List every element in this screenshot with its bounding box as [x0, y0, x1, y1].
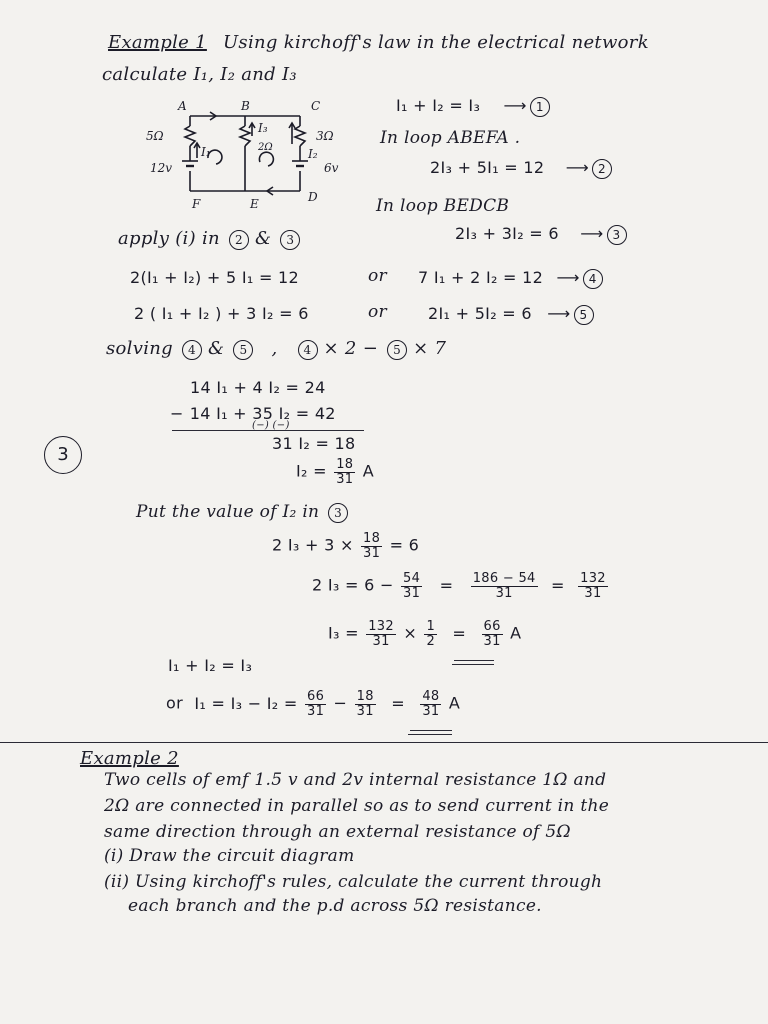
calc1-den: 31 — [363, 545, 381, 561]
eq3: 2I₃ + 3I₂ = 6 — [455, 224, 559, 243]
side-marker: 3 — [44, 436, 82, 474]
solving-text: solving — [106, 338, 173, 359]
calc1-left: 2 I₃ + 3 × — [272, 535, 354, 555]
i2-den: 31 — [336, 471, 354, 487]
apply-amp: & — [254, 228, 272, 249]
apply-line — [118, 228, 300, 250]
final-b-den: 31 — [356, 703, 374, 719]
calc1 — [272, 532, 419, 560]
example2-line3: same direction through an external resistance of 5Ω — [104, 822, 571, 842]
eq2-line: 2I₃ + 5I₁ = 12 ⟶ 2 — [430, 158, 612, 179]
example2-title-text: Example 2 — [80, 748, 179, 769]
calc3-den: 31 — [372, 633, 390, 649]
node-b: B — [241, 99, 250, 113]
final-eq: I₁ + I₂ = I₃ — [168, 656, 253, 675]
final-line: or I₁ = I₃ − I₂ = $\frac{66}{31}$ − $\frac{18}{31}$ = $\frac{48}{31}$ A — [166, 689, 461, 719]
final-a-num: 66 — [307, 689, 325, 704]
final-left: I₁ = I₃ − I₂ = — [194, 693, 298, 713]
calc2-res-den: 31 — [584, 585, 602, 601]
example1-question-line1: Using kirchoff's law in the electrical network — [222, 32, 649, 53]
node-e: E — [250, 197, 259, 211]
example2-line2: 2Ω are connected in parallel so as to send current in the — [104, 796, 610, 816]
example2-line6: each branch and the p.d across 5Ω resistance. — [128, 896, 542, 916]
elim3: 31 I₂ = 18 — [272, 434, 356, 453]
calc2-fraction-a — [401, 572, 422, 600]
calc3-fraction-a — [366, 620, 396, 648]
example1-question-line2: calculate I₁, I₂ and I₃ — [102, 64, 297, 85]
calc3-half-den: 2 — [426, 633, 436, 649]
node-f: F — [192, 197, 201, 211]
i2-fraction — [334, 458, 355, 486]
elim1: 14 I₁ + 4 I₂ = 24 — [190, 378, 326, 397]
sub2-or: or — [368, 302, 387, 322]
sub2-right: 2I₁ + 5I₂ = 6 — [428, 304, 532, 323]
calc2-mid-den: 31 — [495, 585, 513, 601]
eq3-line: 2I₃ + 3I₂ = 6 ⟶ 3 — [455, 224, 627, 245]
sub1-right: 7 I₁ + 2 I₂ = 12 — [418, 268, 544, 287]
elim-divider — [172, 430, 364, 431]
calc2: 2 I₃ = 6 − $\frac{54}{31}$ = $\frac{186 - 54}{31}$ = $\frac{132}{31}$ — [312, 571, 606, 601]
final-underline-1 — [410, 730, 452, 731]
final-fraction-b — [355, 690, 376, 718]
label-5ohm: 5Ω — [146, 129, 164, 143]
final-or: or — [166, 693, 183, 713]
elim2: 14 I₁ + 35 I₂ = 42 — [189, 404, 336, 423]
calc3-underline-2 — [452, 664, 494, 665]
apply-tag-3: 3 — [280, 230, 300, 250]
section-divider — [0, 742, 768, 743]
resistor-5ohm — [185, 126, 195, 146]
eq2-tag: 2 — [592, 159, 612, 179]
solving-op1: × 2 − — [323, 338, 379, 359]
put-value-text: Put the value of I₂ in — [136, 502, 320, 522]
final-res-num: 48 — [422, 689, 440, 704]
sub2-right-line: 2I₁ + 5I₂ = 6 ⟶ 5 — [428, 304, 594, 325]
calc2-fraction-c — [578, 572, 608, 600]
eq1: I₁ + I₂ = I₃ — [396, 96, 481, 115]
calc3-res-num: 66 — [483, 619, 501, 634]
loop1-label: In loop ABEFA . — [380, 128, 521, 148]
calc1-num: 18 — [363, 531, 381, 546]
sub1-tag: 4 — [583, 269, 603, 289]
label-6v: 6v — [324, 161, 339, 175]
calc3-num: 132 — [368, 619, 394, 634]
final-b-num: 18 — [356, 689, 374, 704]
loop2-label: In loop BEDCB — [376, 196, 510, 216]
label-i1: I₁ — [201, 145, 211, 159]
calc3-mult: × — [403, 623, 418, 643]
final-res-den: 31 — [422, 703, 440, 719]
node-d: D — [308, 190, 318, 204]
calc3-half-num: 1 — [426, 619, 436, 634]
i2-unit: A — [362, 461, 375, 481]
example2-line1: Two cells of emf 1.5 v and 2v internal resistance 1Ω and — [104, 770, 607, 790]
label-i2: I₂ — [308, 147, 318, 161]
example2-line4: (i) Draw the circuit diagram — [104, 846, 355, 866]
apply-text: apply (i) in — [118, 228, 220, 249]
final-fraction-c — [420, 690, 441, 718]
calc2-res-num: 132 — [580, 571, 606, 586]
calc2-mid-num: 186 − 54 — [472, 571, 536, 586]
example2-line5: (ii) Using kirchoff's rules, calculate the current through — [104, 872, 603, 892]
calc3-underline-1 — [454, 660, 494, 661]
sub1-or: or — [368, 266, 387, 286]
loop2-arrow-icon — [259, 152, 273, 166]
example1-heading — [108, 32, 649, 53]
elim2-line: − 14 I₁ + 35 I₂ = 42 — [170, 404, 336, 423]
node-a: A — [178, 99, 187, 113]
calc2-fraction-b — [471, 572, 538, 600]
calc3-fraction-c — [482, 620, 503, 648]
sub1-left: 2(I₁ + I₂) + 5 I₁ = 12 — [130, 268, 300, 287]
label-2ohm: 2Ω — [258, 142, 273, 153]
calc3-left: I₃ = — [328, 623, 359, 643]
i2-result — [296, 458, 374, 486]
sub2-tag: 5 — [574, 305, 594, 325]
final-unit: A — [448, 693, 461, 713]
calc3-unit: A — [510, 623, 522, 643]
eq3-tag: 3 — [607, 225, 627, 245]
final-fraction-a — [305, 690, 326, 718]
calc1-right: = 6 — [389, 535, 420, 555]
eq1-line: I₁ + I₂ = I₃ ⟶ 1 — [396, 96, 550, 117]
node-c: C — [311, 99, 321, 113]
final-a-den: 31 — [307, 703, 325, 719]
eq1-tag: 1 — [530, 97, 550, 117]
calc3: I₃ = $\frac{132}{31}$ × $\frac{1}{2}$ = $\frac{66}{31}$ A — [328, 619, 522, 649]
i2-num: 18 — [336, 457, 354, 472]
sub1-right-line: 7 I₁ + 2 I₂ = 12 ⟶ 4 — [418, 268, 603, 289]
label-12v: 12v — [150, 161, 173, 175]
solving-tag-4: 4 — [182, 340, 202, 360]
put-value-line — [136, 502, 348, 523]
apply-tag-2: 2 — [229, 230, 249, 250]
calc3-fraction-b — [424, 620, 437, 648]
calc2-left: 2 I₃ = 6 − — [312, 575, 394, 595]
label-3ohm: 3Ω — [316, 129, 334, 143]
solving-tag-5: 5 — [233, 340, 253, 360]
sub2-left: 2 ( I₁ + I₂ ) + 3 I₂ = 6 — [134, 304, 309, 323]
solving-op2: × 7 — [413, 338, 447, 359]
i2-result-left: I₂ = — [296, 461, 327, 481]
label-i3: I₃ — [258, 121, 268, 135]
calc2-num: 54 — [403, 571, 421, 586]
solving-line: solving 4 & 5 , 4 × 2 − 5 × 7 — [106, 338, 447, 359]
eq2: 2I₃ + 5I₁ = 12 — [430, 158, 545, 177]
elim-signs: (−) (−) — [252, 420, 290, 431]
example2-title — [80, 748, 179, 769]
example1-title: Example 1 — [108, 32, 207, 53]
calc2-den: 31 — [403, 585, 421, 601]
calc3-res-den: 31 — [483, 633, 501, 649]
final-underline-2 — [408, 734, 452, 735]
circuit-diagram — [130, 96, 360, 216]
resistor-2ohm — [240, 126, 250, 146]
resistor-3ohm — [295, 126, 305, 146]
put-value-tag: 3 — [328, 503, 348, 523]
calc1-fraction — [361, 532, 382, 560]
